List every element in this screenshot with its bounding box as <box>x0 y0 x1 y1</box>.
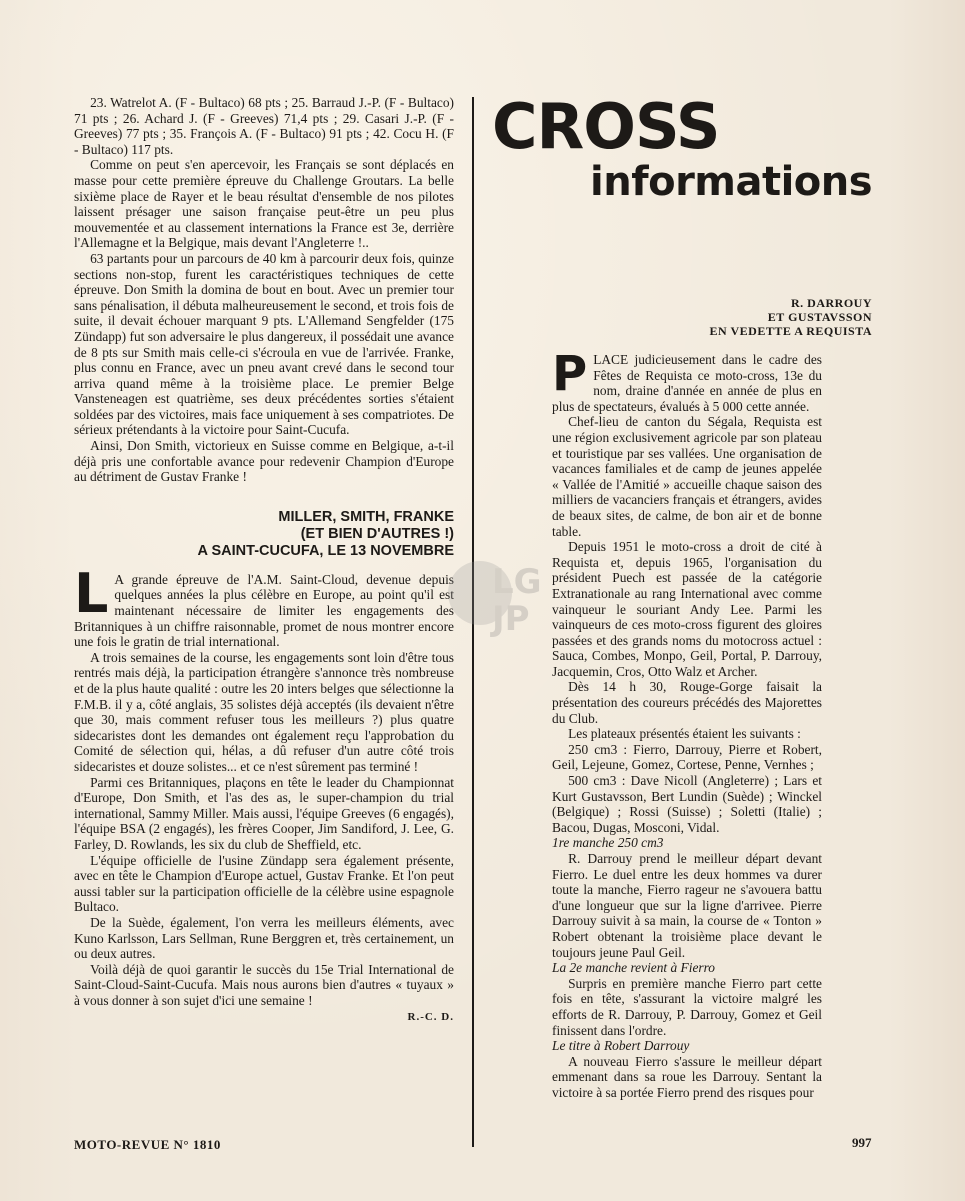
subheading-line: (ET BIEN D'AUTRES !) <box>300 525 454 542</box>
body-paragraph: Surpris en première manche Fierro part cette fois en tête, s'assurant la victoire malgré les efforts de R. Darrouy, P. Darrouy, Gomez et Geil finissent dans l'ordre. <box>552 975 822 1038</box>
body-paragraph: 500 cm3 : Dave Nicoll (Angleterre) ; Lars et Kurt Gustavsson, Bert Lundin (Suède) ; Winckel (Belgique) ; Rossi (Suisse) ; Soletti (Italie) ; Bacou, Dugas, Mosconi, Vidal. <box>552 773 822 835</box>
body-paragraph: 250 cm3 : Fierro, Darrouy, Pierre et Robert, Geil, Lejeune, Gomez, Cortese, Penne, Vernhes ; <box>552 741 822 773</box>
subheading-line: A SAINT-CUCUFA, LE 13 NOVEMBRE <box>197 542 454 559</box>
body-paragraph: L'équipe officielle de l'usine Zündapp sera également présente, avec en tête le Champion d'Europe actuel, Gustav Franke. Et l'on peut aussi tabler sur la participation officielle de la célèbre usine espagnole Bultaco. <box>74 852 454 915</box>
body-paragraph: Comme on peut s'en apercevoir, les Français se sont déplacés en masse pour cette première épreuve du Challenge Groutars. La belle sixième place de Rayer et le beau résultat d'ensemble de nos pilotes laissent présager une saison française peut-être un peu plus mouvementée et au classement internations la France est 3e, derrière l'Allemagne et la Belgique, mais devant l'Angleterre !.. <box>74 157 454 251</box>
subheading-line: ET GUSTAVSSON <box>767 310 872 324</box>
watermark-text: LG <box>492 562 542 602</box>
body-paragraph: Voilà déjà de quoi garantir le succès du 15e Trial International de Saint-Cloud-Saint-Cucufa. Mais nous aurons bien d'autres « tuyaux » à vous donner à son sujet d'ici une semaine ! <box>74 961 454 1008</box>
article-subheading <box>710 296 872 338</box>
paragraph-text: LACE judicieusement dans le cadre des Fêtes de Requista ce moto-cross, 13e du nom, draine d'année en année de plus en plus de spectateurs, évalués à 5 000 cette année. <box>552 352 822 414</box>
body-paragraph: R. Darrouy prend le meilleur départ devant Fierro. Le duel entre les deux hommes va durer toute la manche, Fierro rageur ne s'avouera battu d'une longueur que sur la ligne d'arrivee. Pierre Darrouy suivit à sa main, la course de « Tonton » Robert obtenant la troisième place devant le toujours jeune Paul Geil. <box>552 851 822 960</box>
left-column <box>74 95 454 1026</box>
drop-cap: L <box>74 561 109 625</box>
body-paragraph: Les plateaux présentés étaient les suivants : <box>568 726 801 742</box>
section-heading: 1re manche 250 cm3 <box>552 835 664 851</box>
body-paragraph <box>552 346 822 414</box>
body-paragraph: A nouveau Fierro s'assure le meilleur départ emmenant dans sa roue les Darrouy. Sentant la victoire à sa portée Fierro prend des risques pour <box>552 1053 822 1100</box>
subheading-line: MILLER, SMITH, FRANKE <box>278 508 454 525</box>
paragraph-text: A grande épreuve de l'A.M. Saint-Cloud, devenue depuis quelques années la plus célèbre en Europe, au point qu'il est maintenant nécessaire de limiter les engagements des Britanniques à un chiffre raisonnable, promet de nous montrer encore une fois le gratin de trial international. <box>74 571 454 650</box>
body-paragraph <box>74 561 454 650</box>
drop-cap: P <box>552 346 588 402</box>
subheading-line: R. DARROUY <box>791 296 872 310</box>
section-heading: Le titre à Robert Darrouy <box>552 1038 690 1054</box>
body-paragraph: Ainsi, Don Smith, victorieux en Suisse comme en Belgique, a-t-il déjà pris une confortable avance pour redevenir Champion d'Europe au détriment de Gustav Franke ! <box>74 438 454 485</box>
page-number: 997 <box>852 1135 872 1150</box>
results-list: 23. Watrelot A. (F - Bultaco) 68 pts ; 25. Barraud J.-P. (F - Bultaco) 71 pts ; 26. Achard J. (F - Greeves) 71,4 pts ; 29. Casari J.-P. (F - Greeves) 77 pts ; 35. François A. (F - Bultaco) 91 pts ; 42. Cocu H. (F - Bultaco) 117 pts. <box>74 95 454 157</box>
body-paragraph: Parmi ces Britanniques, plaçons en tête le leader du Championnat d'Europe, Don Smith, et l'as des as, le super-champion du trial international, Sammy Miller. Mais aussi, l'équipe Greeves (6 engagés), l'équipe BSA (2 engagés), les frères Cooper, Jim Sandiford, J. Lee, G. Farley, D. Rowlands, les six du club de Sheffield, etc. <box>74 774 454 852</box>
body-paragraph: Dès 14 h 30, Rouge-Gorge faisait la présentation des coureurs précédés des Majorettes du Club. <box>552 679 822 726</box>
section-heading: La 2e manche revient à Fierro <box>552 960 716 976</box>
author-signature: R.-C. D. <box>407 1011 454 1024</box>
subheading-line: EN VEDETTE A REQUISTA <box>709 324 872 338</box>
body-paragraph: 63 partants pour un parcours de 40 km à parcourir deux fois, quinze sections non-stop, furent les caractéristiques techniques de cette épreuve. Don Smith la domina de bout en bout. Avec un premier tour sans pénalisation, il débuta malheureusement le second, et trois fois de suite, il devait échouer marquant 9 pts. L'Allemand Sengfelder (175 Zündapp) fut son adversaire le plus dangereux, il possédait une avance de 8 pts sur Smith mais celle-ci s'écroula en vue de l'arrivée. Franke, plus connu en France, avec un pneu avant crevé dans le second tour arriva quand même à la troisième place. Le premier Belge Vansteneagen est quatrième, ses deux précédentes sorties s'étaient soldées par des victoires, mais face uniquement à ses compatriotes. De sérieux prétendants à la victoire pour Saint-Cucufa. <box>74 250 454 438</box>
section-subheading <box>74 509 454 560</box>
watermark-logo <box>440 548 550 648</box>
right-column <box>552 346 822 1101</box>
body-paragraph: Depuis 1951 le moto-cross a droit de cité à Requista et, depuis 1965, l'organisation du président Puech est passée de la catégorie Extranationale au rang International avec comme vainqueur le souriant Andy Lee. Parmi les vainqueurs de ces moto-cross figurent des gloires passées et des grands noms du motocross actuel : Sauca, Combes, Monpo, Geil, Portal, P. Darrouy, Jacquemin, Cros, Otto Walz et Archer. <box>552 539 822 679</box>
svg-text:JP: JP <box>492 599 530 639</box>
body-paragraph: De la Suède, également, l'on verra les meilleurs éléments, avec Kuno Karlsson, Lars Sellman, Rune Berggren et, très certainement, un ou deux autres. <box>74 914 454 962</box>
body-paragraph: Chef-lieu de canton du Ségala, Requista est une région exclusivement agricole par son plateau et touristique par ses vallées. Une organisation de vacances familiales et de camp de jeunes appelée « Vallée de l'Amitié » accueille chaque saison des milliers de vacanciers français et étrangers, avides de beaux sites, de calme, de bon air et de bonne table. <box>552 414 822 539</box>
headline-informations: informations <box>590 159 873 205</box>
body-paragraph: A trois semaines de la course, les engagements sont loin d'être tous rentrés mais déjà, la participation étrangère s'annonce très nombreuse et de la plus haute qualité : outre les 20 inters belges que sélectionne la F.M.B. il y a, côté anglais, 35 solistes déjà acceptés (ils devaient n'être que 30, mais comment refuser tous les meilleurs ?) plus quatre sidecaristes dont les demandes ont également reçu l'approbation du Comité de sélection qui, hélas, a dû refuser d'un autre côté trois sidecaristes et douze solistes... et ce n'est sûrement pas terminé ! <box>74 649 454 774</box>
headline-cross: CROSS <box>492 90 720 163</box>
magazine-footer: MOTO-REVUE N° 1810 <box>74 1137 221 1152</box>
